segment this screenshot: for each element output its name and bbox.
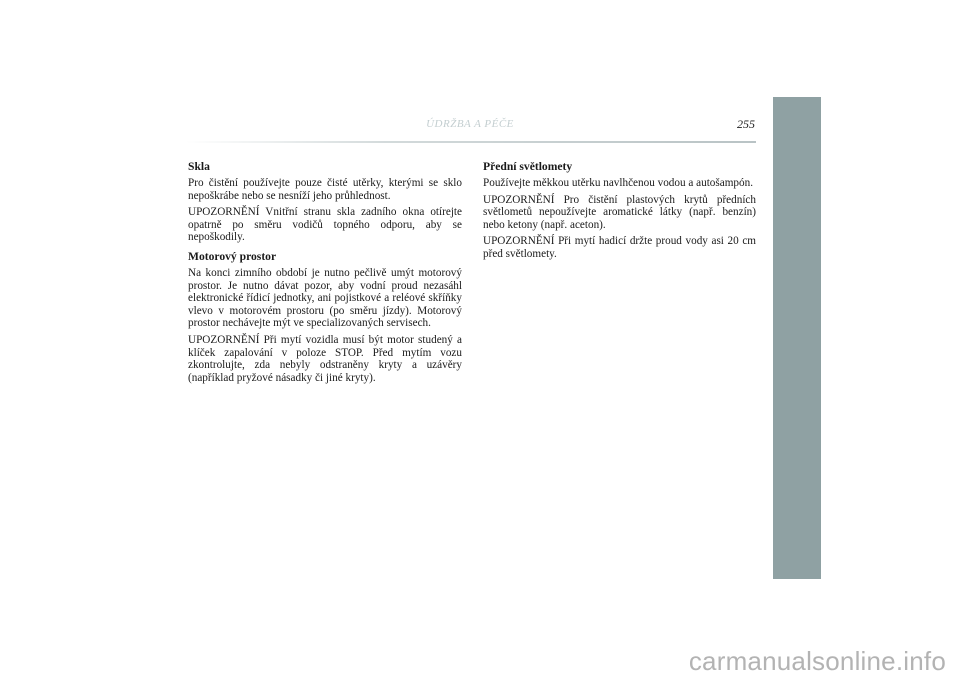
section-heading-predni-svetlomety: Přední světlomety: [483, 160, 573, 173]
warning-paragraph: UPOZORNĚNÍ Pro čistění plastových krytů předních světlometů nepoužívejte aromatické látky (např. benzín) nebo ketony (např. aceton).: [483, 193, 756, 231]
header-divider: [186, 141, 756, 143]
warning-paragraph: UPOZORNĚNÍ Při mytí hadicí držte proud vody asi 20 cm před světlomety.: [483, 235, 756, 260]
page-number: 255: [737, 117, 755, 131]
paragraph: Pro čistění používejte pouze čisté utěrky, kterými se sklo nepoškrábe nebo se nesníží jeho průhlednost.: [188, 177, 462, 202]
left-column: [188, 160, 462, 388]
site-watermark: carmanualsonline.info: [688, 646, 946, 676]
section-heading-skla: Skla: [188, 160, 210, 173]
chapter-side-tab: [773, 97, 821, 579]
warning-paragraph: UPOZORNĚNÍ Vnitřní stranu skla zadního okna otírejte opatrně po směru vodičů topného odporu, aby se nepoškodily.: [188, 206, 462, 244]
right-column: [483, 160, 756, 265]
warning-paragraph: UPOZORNĚNÍ Při mytí vozidla musí být motor studený a klíček zapalování v poloze STOP. Před mytím vozu zkontrolujte, zda nebyly odstraněny kryty a uzávěry (například pryžové násadky či jiné kryty).: [188, 333, 462, 384]
paragraph: Používejte měkkou utěrku navlhčenou vodou a autošampón.: [483, 177, 753, 189]
section-heading-motorovy-prostor: Motorový prostor: [188, 249, 277, 263]
paragraph: Na konci zimního období je nutno pečlivě umýt motorový prostor. Je nutno dávat pozor, aby vodní proud nezasáhl elektronické řídicí jednotky, ani pojistkové a reléové skříňky vlevo v motorovém prostoru (po směru jízdy). Motorový prostor nechávejte mýt ve specializovaných servisech.: [188, 266, 462, 330]
chapter-title: ÚDRŽBA A PÉČE: [426, 118, 514, 130]
